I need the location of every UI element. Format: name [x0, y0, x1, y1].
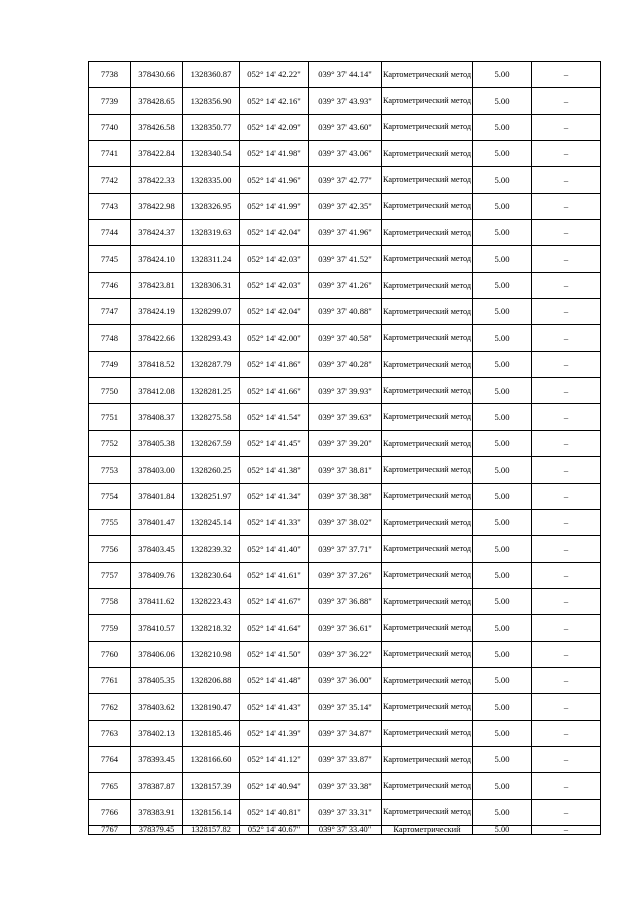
x-coordinate-cell: 378422.98: [131, 193, 183, 219]
latitude-cell: 052° 14' 41.12": [240, 746, 309, 772]
note-cell: –: [532, 615, 601, 641]
x-coordinate-cell: 378418.52: [131, 351, 183, 377]
note-cell: –: [532, 562, 601, 588]
x-coordinate-cell: 378424.10: [131, 246, 183, 272]
accuracy-cell: 5.00: [473, 272, 532, 298]
longitude-cell: 039° 37' 40.28": [309, 351, 382, 377]
longitude-cell: 039° 37' 34.87": [309, 720, 382, 746]
longitude-cell: 039° 37' 40.88": [309, 299, 382, 325]
longitude-cell: 039° 37' 36.22": [309, 641, 382, 667]
point-number-cell: 7738: [89, 62, 131, 88]
y-coordinate-cell: 1328230.64: [183, 562, 240, 588]
point-number-cell: 7759: [89, 615, 131, 641]
note-cell: –: [532, 62, 601, 88]
table-row: [89, 509, 601, 535]
latitude-cell: 052° 14' 41.33": [240, 509, 309, 535]
method-cell: Картометрический метод: [382, 404, 473, 430]
y-coordinate-cell: 1328156.14: [183, 799, 240, 825]
latitude-cell: 052° 14' 41.50": [240, 641, 309, 667]
accuracy-cell: 5.00: [473, 509, 532, 535]
x-coordinate-cell: 378426.58: [131, 114, 183, 140]
table-row: [89, 62, 601, 88]
longitude-cell: 039° 37' 44.14": [309, 62, 382, 88]
accuracy-cell: 5.00: [473, 773, 532, 799]
y-coordinate-cell: 1328281.25: [183, 378, 240, 404]
point-number-cell: 7761: [89, 667, 131, 693]
latitude-cell: 052° 14' 42.22": [240, 62, 309, 88]
y-coordinate-cell: 1328306.31: [183, 272, 240, 298]
note-cell: –: [532, 694, 601, 720]
longitude-cell: 039° 37' 38.02": [309, 509, 382, 535]
y-coordinate-cell: 1328260.25: [183, 457, 240, 483]
latitude-cell: 052° 14' 42.16": [240, 88, 309, 114]
accuracy-cell: 5.00: [473, 694, 532, 720]
table-row: [89, 694, 601, 720]
longitude-cell: 039° 37' 43.93": [309, 88, 382, 114]
latitude-cell: 052° 14' 41.54": [240, 404, 309, 430]
table-row: [89, 114, 601, 140]
longitude-cell: 039° 37' 37.71": [309, 536, 382, 562]
table-row: [89, 404, 601, 430]
x-coordinate-cell: 378393.45: [131, 746, 183, 772]
x-coordinate-cell: 378405.35: [131, 667, 183, 693]
y-coordinate-cell: 1328335.00: [183, 167, 240, 193]
accuracy-cell: 5.00: [473, 746, 532, 772]
latitude-cell: 052° 14' 41.67": [240, 588, 309, 614]
point-number-cell: 7766: [89, 799, 131, 825]
longitude-cell: 039° 37' 38.81": [309, 457, 382, 483]
x-coordinate-cell: 378403.62: [131, 694, 183, 720]
point-number-cell: 7763: [89, 720, 131, 746]
latitude-cell: 052° 14' 41.86": [240, 351, 309, 377]
method-cell: Картометрический метод: [382, 588, 473, 614]
x-coordinate-cell: 378423.81: [131, 272, 183, 298]
method-cell: Картометрический метод: [382, 694, 473, 720]
point-number-cell: 7750: [89, 378, 131, 404]
method-cell: Картометрический метод: [382, 746, 473, 772]
method-cell: Картометрический метод: [382, 773, 473, 799]
note-cell: –: [532, 351, 601, 377]
accuracy-cell: 5.00: [473, 483, 532, 509]
point-number-cell: 7764: [89, 746, 131, 772]
x-coordinate-cell: 378424.19: [131, 299, 183, 325]
note-cell: –: [532, 799, 601, 825]
method-cell: Картометрический метод: [382, 62, 473, 88]
y-coordinate-cell: 1328299.07: [183, 299, 240, 325]
note-cell: –: [532, 509, 601, 535]
y-coordinate-cell: 1328350.77: [183, 114, 240, 140]
note-cell: –: [532, 325, 601, 351]
y-coordinate-cell: 1328311.24: [183, 246, 240, 272]
method-cell: Картометрический метод: [382, 141, 473, 167]
point-number-cell: 7762: [89, 694, 131, 720]
y-coordinate-cell: 1328275.58: [183, 404, 240, 430]
x-coordinate-cell: 378379.45: [131, 825, 183, 834]
accuracy-cell: 5.00: [473, 536, 532, 562]
accuracy-cell: 5.00: [473, 114, 532, 140]
latitude-cell: 052° 14' 40.67": [240, 825, 309, 834]
latitude-cell: 052° 14' 41.98": [240, 141, 309, 167]
y-coordinate-cell: 1328319.63: [183, 220, 240, 246]
accuracy-cell: 5.00: [473, 430, 532, 456]
method-cell: Картометрический метод: [382, 325, 473, 351]
point-number-cell: 7751: [89, 404, 131, 430]
y-coordinate-cell: 1328267.59: [183, 430, 240, 456]
y-coordinate-cell: 1328293.43: [183, 325, 240, 351]
note-cell: –: [532, 378, 601, 404]
method-cell: Картометрический метод: [382, 457, 473, 483]
accuracy-cell: 5.00: [473, 588, 532, 614]
point-number-cell: 7740: [89, 114, 131, 140]
table-row: [89, 88, 601, 114]
x-coordinate-cell: 378403.00: [131, 457, 183, 483]
latitude-cell: 052° 14' 42.04": [240, 220, 309, 246]
longitude-cell: 039° 37' 37.26": [309, 562, 382, 588]
longitude-cell: 039° 37' 39.63": [309, 404, 382, 430]
longitude-cell: 039° 37' 41.52": [309, 246, 382, 272]
coordinates-table-wrapper: [88, 61, 600, 835]
y-coordinate-cell: 1328190.47: [183, 694, 240, 720]
latitude-cell: 052° 14' 41.99": [240, 193, 309, 219]
table-row: [89, 430, 601, 456]
accuracy-cell: 5.00: [473, 62, 532, 88]
longitude-cell: 039° 37' 33.31": [309, 799, 382, 825]
y-coordinate-cell: 1328245.14: [183, 509, 240, 535]
latitude-cell: 052° 14' 41.64": [240, 615, 309, 641]
y-coordinate-cell: 1328206.88: [183, 667, 240, 693]
x-coordinate-cell: 378401.84: [131, 483, 183, 509]
point-number-cell: 7760: [89, 641, 131, 667]
method-cell: Картометрический метод: [382, 167, 473, 193]
x-coordinate-cell: 378402.13: [131, 720, 183, 746]
y-coordinate-cell: 1328185.46: [183, 720, 240, 746]
point-number-cell: 7758: [89, 588, 131, 614]
note-cell: –: [532, 720, 601, 746]
table-row: [89, 141, 601, 167]
latitude-cell: 052° 14' 42.04": [240, 299, 309, 325]
accuracy-cell: 5.00: [473, 141, 532, 167]
point-number-cell: 7745: [89, 246, 131, 272]
point-number-cell: 7746: [89, 272, 131, 298]
accuracy-cell: 5.00: [473, 246, 532, 272]
point-number-cell: 7755: [89, 509, 131, 535]
note-cell: –: [532, 404, 601, 430]
note-cell: –: [532, 773, 601, 799]
table-row: [89, 536, 601, 562]
accuracy-cell: 5.00: [473, 667, 532, 693]
table-row: [89, 799, 601, 825]
accuracy-cell: 5.00: [473, 193, 532, 219]
note-cell: –: [532, 667, 601, 693]
table-row: [89, 193, 601, 219]
point-number-cell: 7756: [89, 536, 131, 562]
point-number-cell: 7744: [89, 220, 131, 246]
note-cell: –: [532, 299, 601, 325]
table-row: [89, 562, 601, 588]
longitude-cell: 039° 37' 39.93": [309, 378, 382, 404]
table-row: [89, 615, 601, 641]
longitude-cell: 039° 37' 43.60": [309, 114, 382, 140]
note-cell: –: [532, 483, 601, 509]
table-row: [89, 325, 601, 351]
accuracy-cell: 5.00: [473, 457, 532, 483]
accuracy-cell: 5.00: [473, 220, 532, 246]
latitude-cell: 052° 14' 42.00": [240, 325, 309, 351]
point-number-cell: 7757: [89, 562, 131, 588]
method-cell: Картометрический метод: [382, 799, 473, 825]
y-coordinate-cell: 1328251.97: [183, 483, 240, 509]
method-cell: Картометрический метод: [382, 641, 473, 667]
y-coordinate-cell: 1328157.82: [183, 825, 240, 834]
x-coordinate-cell: 378412.08: [131, 378, 183, 404]
x-coordinate-cell: 378410.57: [131, 615, 183, 641]
table-row: [89, 246, 601, 272]
latitude-cell: 052° 14' 41.43": [240, 694, 309, 720]
longitude-cell: 039° 37' 36.88": [309, 588, 382, 614]
table-row: [89, 667, 601, 693]
note-cell: –: [532, 746, 601, 772]
x-coordinate-cell: 378406.06: [131, 641, 183, 667]
y-coordinate-cell: 1328157.39: [183, 773, 240, 799]
latitude-cell: 052° 14' 41.39": [240, 720, 309, 746]
x-coordinate-cell: 378387.87: [131, 773, 183, 799]
x-coordinate-cell: 378403.45: [131, 536, 183, 562]
point-number-cell: 7748: [89, 325, 131, 351]
method-cell: Картометрический метод: [382, 720, 473, 746]
table-row: [89, 378, 601, 404]
accuracy-cell: 5.00: [473, 325, 532, 351]
latitude-cell: 052° 14' 42.03": [240, 272, 309, 298]
accuracy-cell: 5.00: [473, 825, 532, 834]
table-row: [89, 351, 601, 377]
method-cell: Картометрический метод: [382, 272, 473, 298]
note-cell: –: [532, 588, 601, 614]
x-coordinate-cell: 378411.62: [131, 588, 183, 614]
longitude-cell: 039° 37' 43.06": [309, 141, 382, 167]
table-row: [89, 825, 601, 834]
note-cell: –: [532, 141, 601, 167]
note-cell: –: [532, 536, 601, 562]
longitude-cell: 039° 37' 36.00": [309, 667, 382, 693]
x-coordinate-cell: 378401.47: [131, 509, 183, 535]
coordinates-table-body: [89, 62, 601, 835]
point-number-cell: 7752: [89, 430, 131, 456]
y-coordinate-cell: 1328360.87: [183, 62, 240, 88]
method-cell: Картометрический метод: [382, 378, 473, 404]
table-row: [89, 220, 601, 246]
longitude-cell: 039° 37' 41.96": [309, 220, 382, 246]
method-cell: Картометрический метод: [382, 351, 473, 377]
latitude-cell: 052° 14' 41.66": [240, 378, 309, 404]
y-coordinate-cell: 1328340.54: [183, 141, 240, 167]
table-row: [89, 483, 601, 509]
y-coordinate-cell: 1328239.32: [183, 536, 240, 562]
method-cell: Картометрический метод: [382, 483, 473, 509]
longitude-cell: 039° 37' 33.87": [309, 746, 382, 772]
table-row: [89, 720, 601, 746]
longitude-cell: 039° 37' 36.61": [309, 615, 382, 641]
point-number-cell: 7739: [89, 88, 131, 114]
accuracy-cell: 5.00: [473, 404, 532, 430]
longitude-cell: 039° 37' 38.38": [309, 483, 382, 509]
longitude-cell: 039° 37' 42.35": [309, 193, 382, 219]
method-cell: Картометрический метод: [382, 667, 473, 693]
x-coordinate-cell: 378405.38: [131, 430, 183, 456]
latitude-cell: 052° 14' 41.61": [240, 562, 309, 588]
latitude-cell: 052° 14' 41.40": [240, 536, 309, 562]
table-row: [89, 299, 601, 325]
note-cell: –: [532, 88, 601, 114]
latitude-cell: 052° 14' 40.94": [240, 773, 309, 799]
method-cell: Картометрический метод: [382, 88, 473, 114]
note-cell: –: [532, 641, 601, 667]
note-cell: –: [532, 246, 601, 272]
x-coordinate-cell: 378424.37: [131, 220, 183, 246]
longitude-cell: 039° 37' 33.40": [309, 825, 382, 834]
table-row: [89, 272, 601, 298]
note-cell: –: [532, 193, 601, 219]
latitude-cell: 052° 14' 41.38": [240, 457, 309, 483]
longitude-cell: 039° 37' 40.58": [309, 325, 382, 351]
latitude-cell: 052° 14' 41.45": [240, 430, 309, 456]
note-cell: –: [532, 272, 601, 298]
latitude-cell: 052° 14' 42.09": [240, 114, 309, 140]
method-cell: Картометрический метод: [382, 536, 473, 562]
x-coordinate-cell: 378428.65: [131, 88, 183, 114]
accuracy-cell: 5.00: [473, 799, 532, 825]
longitude-cell: 039° 37' 41.26": [309, 272, 382, 298]
latitude-cell: 052° 14' 42.03": [240, 246, 309, 272]
accuracy-cell: 5.00: [473, 88, 532, 114]
method-cell: Картометрический метод: [382, 246, 473, 272]
note-cell: –: [532, 825, 601, 834]
note-cell: –: [532, 220, 601, 246]
x-coordinate-cell: 378409.76: [131, 562, 183, 588]
point-number-cell: 7742: [89, 167, 131, 193]
y-coordinate-cell: 1328356.90: [183, 88, 240, 114]
accuracy-cell: 5.00: [473, 299, 532, 325]
x-coordinate-cell: 378422.33: [131, 167, 183, 193]
note-cell: –: [532, 114, 601, 140]
method-cell: Картометрический метод: [382, 562, 473, 588]
x-coordinate-cell: 378408.37: [131, 404, 183, 430]
point-number-cell: 7743: [89, 193, 131, 219]
latitude-cell: 052° 14' 41.96": [240, 167, 309, 193]
longitude-cell: 039° 37' 35.14": [309, 694, 382, 720]
note-cell: –: [532, 457, 601, 483]
point-number-cell: 7753: [89, 457, 131, 483]
longitude-cell: 039° 37' 33.38": [309, 773, 382, 799]
point-number-cell: 7754: [89, 483, 131, 509]
accuracy-cell: 5.00: [473, 641, 532, 667]
longitude-cell: 039° 37' 42.77": [309, 167, 382, 193]
x-coordinate-cell: 378430.66: [131, 62, 183, 88]
latitude-cell: 052° 14' 41.34": [240, 483, 309, 509]
method-cell: Картометрический метод: [382, 615, 473, 641]
y-coordinate-cell: 1328223.43: [183, 588, 240, 614]
table-row: [89, 167, 601, 193]
x-coordinate-cell: 378422.84: [131, 141, 183, 167]
method-cell: Картометрический метод: [382, 193, 473, 219]
note-cell: –: [532, 167, 601, 193]
x-coordinate-cell: 378383.91: [131, 799, 183, 825]
coordinates-table: [88, 61, 601, 835]
table-row: [89, 588, 601, 614]
method-cell: Картометрический метод: [382, 509, 473, 535]
y-coordinate-cell: 1328326.95: [183, 193, 240, 219]
y-coordinate-cell: 1328218.32: [183, 615, 240, 641]
method-cell: Картометрический: [382, 825, 473, 834]
point-number-cell: 7767: [89, 825, 131, 834]
method-cell: Картометрический метод: [382, 114, 473, 140]
accuracy-cell: 5.00: [473, 167, 532, 193]
point-number-cell: 7749: [89, 351, 131, 377]
y-coordinate-cell: 1328166.60: [183, 746, 240, 772]
table-row: [89, 746, 601, 772]
table-row: [89, 641, 601, 667]
table-row: [89, 457, 601, 483]
note-cell: –: [532, 430, 601, 456]
latitude-cell: 052° 14' 41.48": [240, 667, 309, 693]
accuracy-cell: 5.00: [473, 615, 532, 641]
method-cell: Картометрический метод: [382, 299, 473, 325]
y-coordinate-cell: 1328287.79: [183, 351, 240, 377]
point-number-cell: 7765: [89, 773, 131, 799]
accuracy-cell: 5.00: [473, 378, 532, 404]
longitude-cell: 039° 37' 39.20": [309, 430, 382, 456]
method-cell: Картометрический метод: [382, 220, 473, 246]
point-number-cell: 7741: [89, 141, 131, 167]
accuracy-cell: 5.00: [473, 351, 532, 377]
method-cell: Картометрический метод: [382, 430, 473, 456]
accuracy-cell: 5.00: [473, 562, 532, 588]
table-row: [89, 773, 601, 799]
point-number-cell: 7747: [89, 299, 131, 325]
y-coordinate-cell: 1328210.98: [183, 641, 240, 667]
accuracy-cell: 5.00: [473, 720, 532, 746]
x-coordinate-cell: 378422.66: [131, 325, 183, 351]
latitude-cell: 052° 14' 40.81": [240, 799, 309, 825]
